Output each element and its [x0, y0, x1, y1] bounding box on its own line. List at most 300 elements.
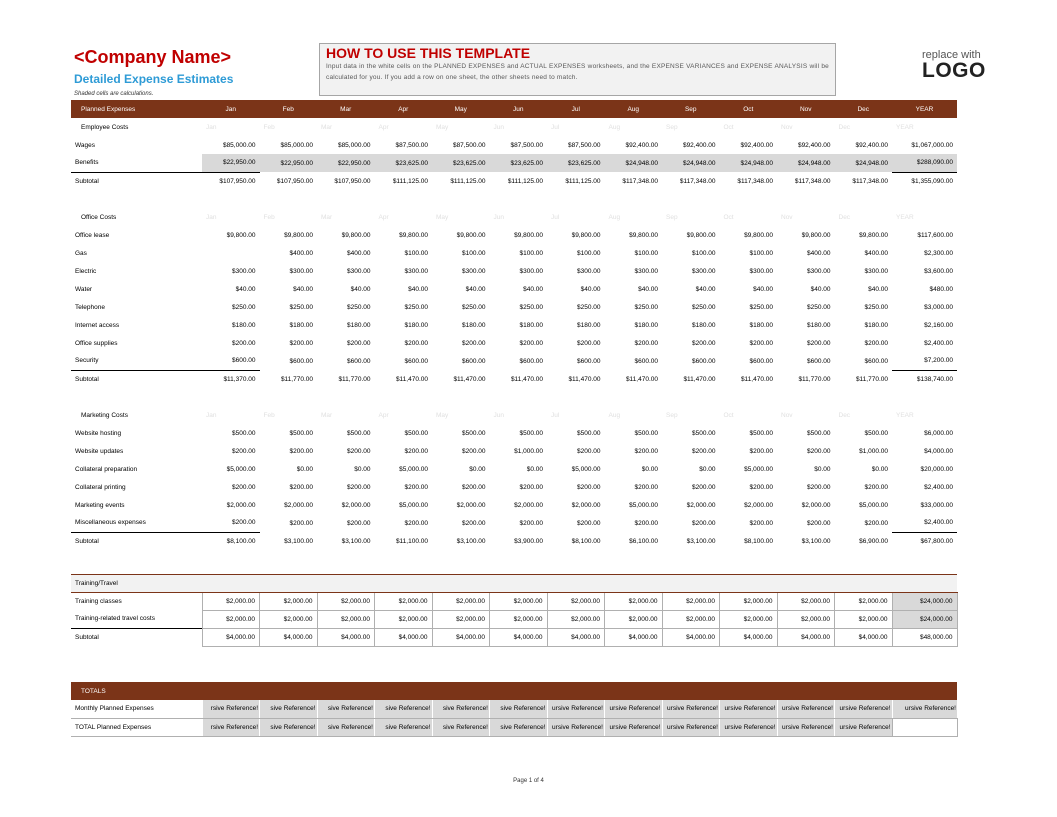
- total-cell: ursive Reference!: [835, 718, 893, 736]
- expense-cell[interactable]: $100.00: [519, 249, 543, 257]
- row-label: Marketing events: [75, 501, 125, 509]
- expense-cell[interactable]: $2,000.00: [284, 501, 313, 509]
- ghost-month-feb: Feb: [263, 123, 275, 131]
- expense-cell[interactable]: $9,800.00: [456, 231, 486, 239]
- expense-cell[interactable]: $92,400.00: [625, 141, 658, 149]
- logo-small-text: replace with: [922, 49, 981, 61]
- spacer-row: [71, 388, 957, 406]
- expense-cell[interactable]: $180.00: [404, 321, 428, 329]
- total-cell: sive Reference!: [490, 700, 548, 718]
- spacer-row: [71, 664, 957, 682]
- expense-cell[interactable]: $300.00: [807, 267, 831, 275]
- expense-cell[interactable]: $2,000.00: [514, 501, 543, 509]
- total-cell: ursive Reference!: [720, 700, 778, 718]
- expense-cell[interactable]: $2,000.00: [490, 592, 548, 610]
- month-header-jan: Jan: [202, 100, 260, 118]
- subtotal-cell: $4,000.00: [835, 628, 893, 646]
- expense-cell[interactable]: $250.00: [749, 303, 773, 311]
- row-label: Gas: [75, 249, 87, 257]
- expense-cell[interactable]: $600.00: [347, 357, 371, 365]
- expense-cell[interactable]: $40.00: [235, 285, 256, 293]
- expense-cell[interactable]: $500.00: [577, 429, 601, 437]
- expense-cell[interactable]: $200.00: [634, 447, 658, 455]
- expense-cell[interactable]: $100.00: [577, 249, 601, 257]
- expense-cell[interactable]: $1,000.00: [514, 447, 543, 455]
- expense-cell[interactable]: $0.00: [814, 465, 831, 473]
- expense-cell[interactable]: $300.00: [289, 267, 313, 275]
- blank-cell: [662, 574, 720, 592]
- expense-row: [71, 298, 957, 316]
- expense-cell[interactable]: $300.00: [692, 267, 716, 275]
- expense-cell[interactable]: $200.00: [519, 519, 543, 527]
- expense-cell[interactable]: $250.00: [462, 303, 486, 311]
- expense-cell[interactable]: $92,400.00: [740, 141, 773, 149]
- expense-cell[interactable]: $200.00: [634, 483, 658, 491]
- expense-cell[interactable]: $200.00: [289, 483, 313, 491]
- expense-row: [71, 610, 957, 628]
- expense-cell[interactable]: $40.00: [753, 285, 773, 293]
- office-section-title: [71, 208, 957, 226]
- expense-cell[interactable]: $2,000.00: [490, 610, 548, 628]
- expense-cell[interactable]: $0.00: [699, 465, 716, 473]
- subtotal-cell: $111,125.00: [507, 177, 543, 185]
- expense-cell[interactable]: $0.00: [296, 465, 313, 473]
- expense-cell[interactable]: $600.00: [404, 357, 428, 365]
- expense-cell[interactable]: $250.00: [232, 303, 256, 311]
- expense-cell[interactable]: $100.00: [692, 249, 716, 257]
- expense-cell[interactable]: $40.00: [350, 285, 371, 293]
- expense-cell[interactable]: $300.00: [634, 267, 658, 275]
- expense-cell[interactable]: $180.00: [232, 321, 256, 329]
- expense-cell[interactable]: $200.00: [749, 339, 773, 347]
- expense-cell[interactable]: $500.00: [807, 429, 831, 437]
- expense-cell[interactable]: $200.00: [289, 339, 313, 347]
- subtotal-cell: $8,100.00: [571, 537, 601, 545]
- expense-cell[interactable]: $92,400.00: [797, 141, 831, 149]
- total-cell: sive Reference!: [317, 718, 375, 736]
- expense-row: [71, 244, 957, 262]
- expense-cell[interactable]: $300.00: [519, 267, 543, 275]
- expense-cell[interactable]: $500.00: [864, 429, 888, 437]
- expense-cell[interactable]: $5,000.00: [399, 501, 428, 509]
- year-total-cell: $6,000.00: [924, 429, 953, 437]
- expense-row: [71, 514, 957, 532]
- total-cell: ursive Reference!: [662, 700, 720, 718]
- expense-cell[interactable]: $200.00: [519, 339, 543, 347]
- expense-cell[interactable]: $180.00: [289, 321, 313, 329]
- year-total-cell: $20,000.00: [920, 465, 953, 473]
- expense-cell[interactable]: $200.00: [232, 483, 256, 491]
- expense-cell[interactable]: $600.00: [462, 357, 486, 365]
- expense-cell[interactable]: $2,000.00: [456, 501, 486, 509]
- expense-cell[interactable]: $200.00: [462, 483, 486, 491]
- expense-cell[interactable]: $0.00: [354, 465, 371, 473]
- expense-cell[interactable]: $5,000.00: [629, 501, 658, 509]
- subtotal-label: Subtotal: [71, 532, 202, 550]
- expense-cell[interactable]: $2,000.00: [777, 592, 835, 610]
- subtotal-cell: $117,348.00: [852, 177, 888, 185]
- expense-cell[interactable]: $500.00: [289, 429, 313, 437]
- expense-cell[interactable]: $2,000.00: [605, 610, 663, 628]
- expense-cell[interactable]: $300.00: [577, 267, 601, 275]
- expense-cell[interactable]: $600.00: [807, 357, 831, 365]
- expense-cell[interactable]: $200.00: [577, 339, 601, 347]
- expense-cell[interactable]: $2,000.00: [317, 610, 375, 628]
- expense-cell[interactable]: $2,000.00: [686, 501, 716, 509]
- year-total-cell: $480.00: [929, 285, 953, 293]
- expense-cell[interactable]: $250.00: [519, 303, 543, 311]
- expense-cell[interactable]: $200.00: [749, 519, 773, 527]
- ghost-month-dec: Dec: [838, 213, 851, 221]
- expense-cell[interactable]: $5,000.00: [571, 465, 601, 473]
- ghost-month-aug: Aug: [608, 411, 621, 419]
- expense-cell[interactable]: $180.00: [577, 321, 601, 329]
- expense-cell[interactable]: $600.00: [749, 357, 773, 365]
- expense-cell[interactable]: $200.00: [462, 339, 486, 347]
- year-total-cell: $2,400.00: [924, 339, 953, 347]
- subtotal-cell: $3,100.00: [801, 537, 831, 545]
- expense-cell[interactable]: $600.00: [692, 357, 716, 365]
- expense-cell: $24,948.00: [777, 154, 835, 172]
- expense-cell[interactable]: $87,500.00: [452, 141, 486, 149]
- expense-cell[interactable]: $180.00: [462, 321, 486, 329]
- expense-cell[interactable]: $2,000.00: [547, 610, 605, 628]
- expense-cell[interactable]: $200.00: [289, 519, 313, 527]
- expense-cell[interactable]: $40.00: [810, 285, 831, 293]
- total-cell: ursive Reference!: [662, 718, 720, 736]
- expense-cell[interactable]: $200.00: [404, 447, 428, 455]
- expense-cell[interactable]: $500.00: [692, 429, 716, 437]
- expense-cell[interactable]: $500.00: [404, 429, 428, 437]
- expense-cell[interactable]: $200.00: [634, 339, 658, 347]
- expense-cell[interactable]: $9,800.00: [571, 231, 601, 239]
- expense-cell[interactable]: $92,400.00: [682, 141, 716, 149]
- ghost-month-may: May: [436, 213, 449, 221]
- expense-cell[interactable]: $2,000.00: [547, 592, 605, 610]
- planned-expenses-table: [71, 100, 958, 737]
- expense-cell[interactable]: $300.00: [347, 267, 371, 275]
- expense-cell[interactable]: $400.00: [864, 249, 888, 257]
- company-name: <Company Name>: [74, 47, 232, 67]
- expense-cell[interactable]: $9,800.00: [859, 231, 888, 239]
- expense-cell[interactable]: $0.00: [469, 465, 486, 473]
- expense-cell[interactable]: $180.00: [347, 321, 371, 329]
- expense-cell[interactable]: $200.00: [577, 519, 601, 527]
- subtotal-cell: $6,900.00: [859, 537, 888, 545]
- row-label: Office supplies: [75, 339, 118, 347]
- expense-cell[interactable]: $40.00: [293, 285, 313, 293]
- expense-cell[interactable]: $9,800.00: [226, 231, 256, 239]
- expense-cell[interactable]: $250.00: [692, 303, 716, 311]
- expense-cell[interactable]: $0.00: [526, 465, 543, 473]
- expense-cell[interactable]: $2,000.00: [605, 592, 663, 610]
- blank-cell: [317, 574, 375, 592]
- expense-cell[interactable]: $2,000.00: [662, 610, 720, 628]
- office-title: Office Costs: [81, 213, 117, 221]
- subtotal-cell: $111,125.00: [565, 177, 601, 185]
- row-label: Internet access: [75, 321, 120, 329]
- expense-cell[interactable]: $87,500.00: [395, 141, 428, 149]
- expense-cell[interactable]: $92,400.00: [855, 141, 888, 149]
- subtotal-cell: $117,348.00: [679, 177, 716, 185]
- total-cell: ursive Reference!: [547, 718, 605, 736]
- total-cell: ursive Reference!: [547, 700, 605, 718]
- expense-cell[interactable]: $300.00: [232, 267, 256, 275]
- expense-cell[interactable]: $200.00: [404, 519, 428, 527]
- training-subtotal-row: [71, 628, 957, 646]
- expense-cell[interactable]: $40.00: [638, 285, 658, 293]
- expense-cell[interactable]: $200.00: [807, 483, 831, 491]
- expense-cell[interactable]: $5,000.00: [399, 465, 428, 473]
- expense-cell[interactable]: $400.00: [347, 249, 371, 257]
- expense-cell[interactable]: $40.00: [695, 285, 716, 293]
- expense-cell[interactable]: $180.00: [692, 321, 716, 329]
- expense-cell[interactable]: $5,000.00: [859, 501, 888, 509]
- expense-cell[interactable]: $250.00: [577, 303, 601, 311]
- expense-cell[interactable]: $9,800.00: [801, 231, 831, 239]
- year-total-cell: $24,000.00: [892, 610, 957, 628]
- subtotal-cell: $3,100.00: [341, 537, 371, 545]
- subtotal-year-cell: $67,800.00: [892, 532, 957, 550]
- expense-cell[interactable]: $250.00: [864, 303, 888, 311]
- expense-cell[interactable]: $2,000.00: [317, 592, 375, 610]
- expense-cell[interactable]: $2,000.00: [260, 610, 318, 628]
- expense-cell[interactable]: $500.00: [519, 429, 543, 437]
- expense-row: [71, 154, 957, 172]
- expense-cell[interactable]: $2,000.00: [835, 610, 893, 628]
- expense-cell[interactable]: $200.00: [807, 339, 831, 347]
- expense-cell[interactable]: $2,000.00: [744, 501, 773, 509]
- expense-cell[interactable]: $500.00: [462, 429, 486, 437]
- expense-cell[interactable]: $2,000.00: [432, 610, 490, 628]
- ghost-month-feb: Feb: [263, 411, 275, 419]
- subtotal-cell: $11,470.00: [683, 375, 716, 383]
- subtotal-cell: $3,100.00: [456, 537, 486, 545]
- how-to-box: [319, 43, 836, 96]
- expense-cell[interactable]: $9,800.00: [399, 231, 428, 239]
- expense-cell[interactable]: $40.00: [580, 285, 601, 293]
- expense-cell[interactable]: $200.00: [864, 519, 888, 527]
- expense-cell[interactable]: $0.00: [641, 465, 658, 473]
- expense-cell[interactable]: $200.00: [462, 519, 486, 527]
- expense-cell[interactable]: $600.00: [289, 357, 313, 365]
- expense-cell[interactable]: [202, 244, 260, 262]
- expense-cell[interactable]: $100.00: [634, 249, 658, 257]
- expense-cell[interactable]: $2,000.00: [777, 610, 835, 628]
- expense-cell[interactable]: $9,800.00: [514, 231, 543, 239]
- expense-cell[interactable]: $180.00: [634, 321, 658, 329]
- expense-cell[interactable]: $85,000.00: [280, 141, 313, 149]
- total-cell: ursive Reference!: [605, 718, 663, 736]
- expense-cell[interactable]: $250.00: [807, 303, 831, 311]
- expense-cell[interactable]: $180.00: [749, 321, 773, 329]
- expense-cell[interactable]: $2,000.00: [432, 592, 490, 610]
- expense-cell[interactable]: $2,000.00: [226, 501, 256, 509]
- expense-cell[interactable]: $2,000.00: [801, 501, 831, 509]
- blank-cell: [71, 388, 957, 406]
- expense-cell[interactable]: $200.00: [462, 447, 486, 455]
- month-header-mar: Mar: [317, 100, 375, 118]
- subtotal-cell: $11,770.00: [798, 375, 831, 383]
- blank-cell: [375, 574, 433, 592]
- expense-cell[interactable]: $200.00: [692, 447, 716, 455]
- row-label: Website updates: [75, 447, 124, 455]
- employee-title: Employee Costs: [81, 123, 129, 131]
- expense-cell[interactable]: $9,800.00: [686, 231, 716, 239]
- expense-cell[interactable]: $250.00: [634, 303, 658, 311]
- expense-cell[interactable]: $300.00: [864, 267, 888, 275]
- total-cell: sive Reference!: [260, 700, 318, 718]
- expense-cell[interactable]: $200.00: [577, 483, 601, 491]
- expense-cell[interactable]: $250.00: [347, 303, 371, 311]
- expense-row: [71, 424, 957, 442]
- expense-cell[interactable]: $0.00: [871, 465, 888, 473]
- expense-cell[interactable]: $100.00: [749, 249, 773, 257]
- expense-cell[interactable]: $200.00: [347, 447, 371, 455]
- month-header-aug: Aug: [605, 100, 663, 118]
- sheet-subtitle: Detailed Expense Estimates: [74, 72, 234, 86]
- expense-cell[interactable]: $40.00: [523, 285, 543, 293]
- expense-cell[interactable]: $200.00: [232, 519, 256, 527]
- expense-cell[interactable]: $9,800.00: [341, 231, 371, 239]
- month-header-apr: Apr: [375, 100, 433, 118]
- expense-cell[interactable]: $2,000.00: [720, 610, 778, 628]
- expense-cell[interactable]: $200.00: [807, 447, 831, 455]
- ghost-month-apr: Apr: [378, 123, 389, 131]
- expense-cell[interactable]: $2,000.00: [375, 610, 433, 628]
- expense-cell[interactable]: $200.00: [347, 519, 371, 527]
- expense-cell[interactable]: $300.00: [749, 267, 773, 275]
- ghost-month-apr: Apr: [378, 411, 389, 419]
- row-label: Wages: [75, 141, 95, 149]
- expense-cell[interactable]: $200.00: [864, 483, 888, 491]
- office-subtotal-row: [71, 370, 957, 388]
- expense-cell[interactable]: $5,000.00: [744, 465, 773, 473]
- expense-cell[interactable]: $2,000.00: [835, 592, 893, 610]
- expense-cell[interactable]: $2,000.00: [375, 592, 433, 610]
- expense-cell[interactable]: $2,000.00: [260, 592, 318, 610]
- expense-cell[interactable]: $200.00: [692, 483, 716, 491]
- expense-cell[interactable]: $200.00: [289, 447, 313, 455]
- expense-cell[interactable]: $180.00: [519, 321, 543, 329]
- expense-cell[interactable]: $600.00: [577, 357, 601, 365]
- subtotal-cell: $3,100.00: [686, 537, 716, 545]
- expense-cell[interactable]: $200.00: [404, 339, 428, 347]
- expense-row: [71, 280, 957, 298]
- expense-cell[interactable]: $200.00: [749, 447, 773, 455]
- expense-cell[interactable]: $100.00: [404, 249, 428, 257]
- ghost-month-jul: Jul: [551, 213, 560, 221]
- expense-cell[interactable]: $600.00: [232, 357, 256, 365]
- expense-cell[interactable]: $200.00: [404, 483, 428, 491]
- expense-cell[interactable]: $500.00: [634, 429, 658, 437]
- expense-cell[interactable]: $200.00: [519, 483, 543, 491]
- subtotal-cell: $11,470.00: [510, 375, 543, 383]
- expense-cell[interactable]: $200.00: [634, 519, 658, 527]
- blank-cell: [490, 574, 548, 592]
- expense-cell[interactable]: $85,000.00: [222, 141, 256, 149]
- expense-cell[interactable]: $100.00: [462, 249, 486, 257]
- expense-cell[interactable]: $40.00: [465, 285, 486, 293]
- expense-cell[interactable]: $2,000.00: [662, 592, 720, 610]
- expense-cell[interactable]: $250.00: [289, 303, 313, 311]
- expense-cell[interactable]: $200.00: [232, 447, 256, 455]
- expense-cell[interactable]: $40.00: [868, 285, 888, 293]
- shaded-cells-note: Shaded cells are calculations.: [74, 91, 154, 97]
- row-label: Electric: [75, 267, 97, 275]
- expense-cell[interactable]: $9,800.00: [744, 231, 773, 239]
- totals-row-total: [71, 718, 957, 736]
- subtotal-cell: $11,770.00: [280, 375, 313, 383]
- expense-cell[interactable]: $200.00: [692, 519, 716, 527]
- expense-cell[interactable]: $2,000.00: [720, 592, 778, 610]
- totals-title: TOTALS: [71, 682, 957, 700]
- expense-cell[interactable]: $180.00: [807, 321, 831, 329]
- ghost-month-sep: Sep: [666, 123, 678, 131]
- subtotal-cell: $11,770.00: [855, 375, 888, 383]
- expense-cell[interactable]: $400.00: [289, 249, 313, 257]
- expense-cell[interactable]: $180.00: [864, 321, 888, 329]
- subtotal-cell: $11,470.00: [740, 375, 773, 383]
- total-cell: sive Reference!: [432, 718, 490, 736]
- expense-cell[interactable]: $87,500.00: [510, 141, 543, 149]
- subtotal-cell: $107,950.00: [334, 177, 371, 185]
- expense-cell[interactable]: $600.00: [519, 357, 543, 365]
- expense-cell[interactable]: $300.00: [462, 267, 486, 275]
- total-cell: sive Reference!: [432, 700, 490, 718]
- subtotal-cell: $107,950.00: [276, 177, 313, 185]
- expense-cell[interactable]: $600.00: [864, 357, 888, 365]
- expense-cell[interactable]: $600.00: [634, 357, 658, 365]
- expense-cell[interactable]: $500.00: [347, 429, 371, 437]
- expense-cell[interactable]: $2,000.00: [202, 610, 260, 628]
- total-year-cell: ursive Reference!: [892, 700, 957, 718]
- expense-cell[interactable]: $5,000.00: [226, 465, 256, 473]
- expense-row: [71, 352, 957, 370]
- expense-cell[interactable]: $2,000.00: [202, 592, 260, 610]
- expense-cell[interactable]: $500.00: [232, 429, 256, 437]
- expense-cell[interactable]: $2,000.00: [571, 501, 601, 509]
- expense-cell[interactable]: $85,000.00: [337, 141, 371, 149]
- expense-cell: $23,625.00: [375, 154, 433, 172]
- training-title: Training/Travel: [71, 574, 202, 592]
- logo-placeholder: [922, 50, 986, 81]
- expense-cell[interactable]: $200.00: [577, 447, 601, 455]
- expense-cell[interactable]: $200.00: [232, 339, 256, 347]
- expense-cell[interactable]: $250.00: [404, 303, 428, 311]
- blank-cell: [432, 574, 490, 592]
- expense-cell[interactable]: $9,800.00: [284, 231, 313, 239]
- expense-cell[interactable]: $400.00: [807, 249, 831, 257]
- expense-row: [71, 496, 957, 514]
- expense-cell[interactable]: $87,500.00: [567, 141, 601, 149]
- expense-cell[interactable]: $40.00: [408, 285, 428, 293]
- expense-cell[interactable]: $200.00: [347, 339, 371, 347]
- subtotal-year-cell: $1,355,090.00: [892, 172, 957, 190]
- expense-cell[interactable]: $200.00: [347, 483, 371, 491]
- expense-cell[interactable]: $1,000.00: [859, 447, 888, 455]
- year-total-cell: $2,160.00: [924, 321, 953, 329]
- expense-cell[interactable]: $500.00: [749, 429, 773, 437]
- expense-cell[interactable]: $200.00: [692, 339, 716, 347]
- expense-cell[interactable]: $200.00: [864, 339, 888, 347]
- expense-cell[interactable]: $200.00: [807, 519, 831, 527]
- expense-cell[interactable]: $2,000.00: [341, 501, 371, 509]
- expense-cell[interactable]: $9,800.00: [629, 231, 658, 239]
- subtotal-cell: $8,100.00: [744, 537, 773, 545]
- expense-cell[interactable]: $300.00: [404, 267, 428, 275]
- expense-cell[interactable]: $200.00: [749, 483, 773, 491]
